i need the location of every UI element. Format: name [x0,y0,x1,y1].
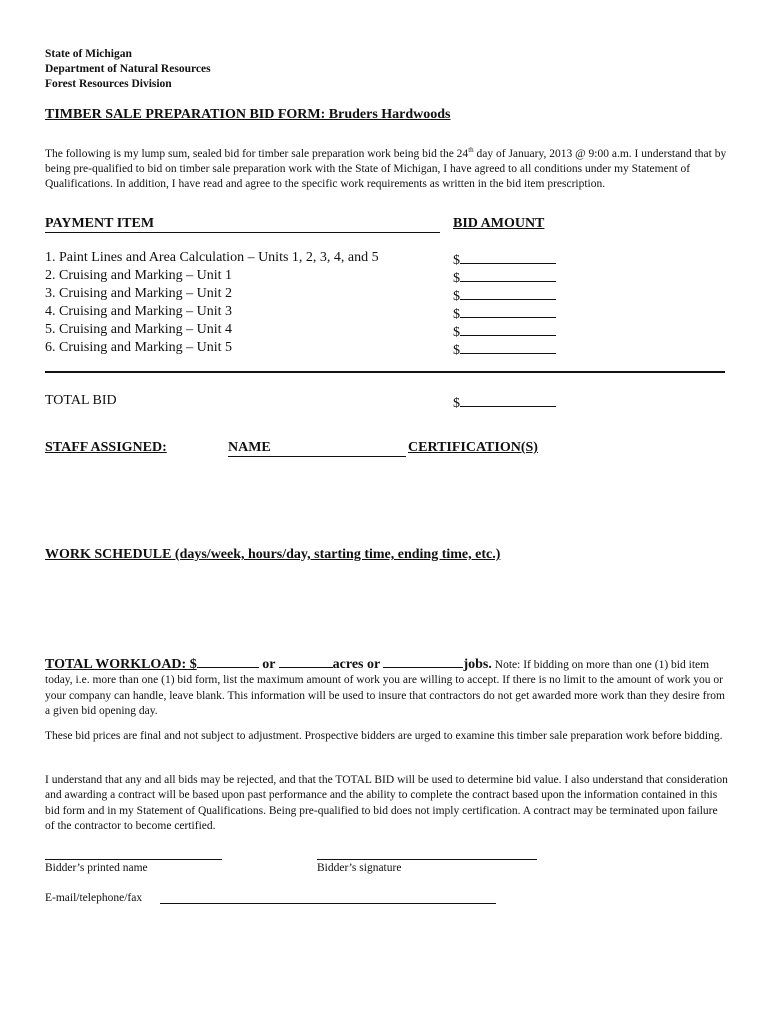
bid-amount-blank[interactable] [460,340,556,354]
workload-paragraph [45,654,730,719]
intro-text-end: day of January, 2013 @ 9:00 a.m. I understand that by being pre-qualified to bid on timber sale preparation work with the State of Michigan, I have agreed to all conditions under my Statement of Qualifications. In addition, I have read and agree to the specific work requirements as written in the bid item prescription. [45,147,727,191]
dollar-sign: $ [453,396,460,411]
form-title: TIMBER SALE PREPARATION BID FORM: Bruders Hardwoods [45,107,451,122]
payment-item-header-label: PAYMENT ITEM [45,216,440,233]
dollar-sign: $ [453,325,460,340]
payment-item: 6. Cruising and Marking – Unit 5 [45,340,233,355]
payment-item: 1. Paint Lines and Area Calculation – Units 1, 2, 3, 4, and 5 [45,250,379,265]
payment-item: 4. Cruising and Marking – Unit 3 [45,304,233,319]
workload-acres-blank[interactable] [279,654,333,668]
contact-line[interactable] [160,903,496,904]
payment-item: 3. Cruising and Marking – Unit 2 [45,286,233,301]
total-bid-blank[interactable] [460,393,556,407]
dollar-sign: $ [453,271,460,286]
total-bid-field[interactable] [453,393,556,412]
bid-amount-blank[interactable] [460,286,556,300]
dollar-sign: $ [453,307,460,322]
workload-acres-or: acres or [332,657,384,672]
intro-superscript: th [468,146,474,154]
printed-name-label: Bidder’s printed name [45,862,148,874]
agency-department: Department of Natural Resources [45,63,211,75]
workload-or: or [258,657,279,672]
final-paragraph: These bid prices are final and not subject to adjustment. Prospective bidders are urged to examine this timber sale preparation work before bidding. [45,730,723,742]
payment-item-header [45,216,440,233]
workload-note: Note: If bidding on more than one (1) bid item today, i.e. more than one (1) bid form, list the maximum amount of work you are willing to accept. If there is no limit to the amount of work you or your company can handle, leave blank. This information will be used to insure that contractors do not get awarded more work than they desire from a given bid opening day. [45,659,726,717]
bid-amount-field[interactable] [453,304,556,323]
bid-amount-blank[interactable] [460,322,556,336]
dollar-sign: $ [453,289,460,304]
workload-label: TOTAL WORKLOAD: $ [45,657,197,672]
payment-item: 5. Cruising and Marking – Unit 4 [45,322,233,337]
bid-amount-field[interactable] [453,322,556,341]
intro-text-start: The following is my lump sum, sealed bid for timber sale preparation work being bid the 24 [45,147,469,160]
bid-amount-blank[interactable] [460,250,556,264]
bid-amount-field[interactable] [453,268,556,287]
section-divider [45,371,725,373]
bid-amount-blank[interactable] [460,268,556,282]
dollar-sign: $ [453,253,460,268]
signature-line[interactable] [317,859,537,860]
intro-paragraph [45,143,730,193]
workload-jobs: jobs. [463,657,492,672]
agency-division: Forest Resources Division [45,78,172,90]
signature-label: Bidder’s signature [317,862,402,874]
bid-amount-header: BID AMOUNT [453,216,545,231]
staff-name-label: NAME [228,440,406,457]
dollar-sign: $ [453,343,460,358]
contact-label: E-mail/telephone/fax [45,892,143,904]
workload-dollar-blank[interactable] [197,654,259,668]
bid-amount-blank[interactable] [460,304,556,318]
certification-header: CERTIFICATION(S) [408,440,538,455]
agency-state: State of Michigan [45,48,132,60]
payment-item: 2. Cruising and Marking – Unit 1 [45,268,233,283]
bid-amount-field[interactable] [453,250,556,269]
staff-name-header [228,440,406,457]
staff-assigned-label: STAFF ASSIGNED: [45,440,167,455]
printed-name-line[interactable] [45,859,222,860]
bid-amount-field[interactable] [453,340,556,359]
work-schedule-heading: WORK SCHEDULE (days/week, hours/day, starting time, ending time, etc.) [45,547,501,562]
workload-jobs-blank[interactable] [383,654,463,668]
bid-amount-field[interactable] [453,286,556,305]
total-bid-label: TOTAL BID [45,393,117,408]
rejection-paragraph: I understand that any and all bids may be rejected, and that the TOTAL BID will be used to determine bid value. I also understand that consideration and awarding a contract will be based upon past performance and the ability to complete the contract based upon the information contained in this bid form and in my Statement of Qualifications. Being pre-qualified to bid does not imply certification. A contract may be terminated upon failure of the contractor to become certified. [45,774,728,832]
